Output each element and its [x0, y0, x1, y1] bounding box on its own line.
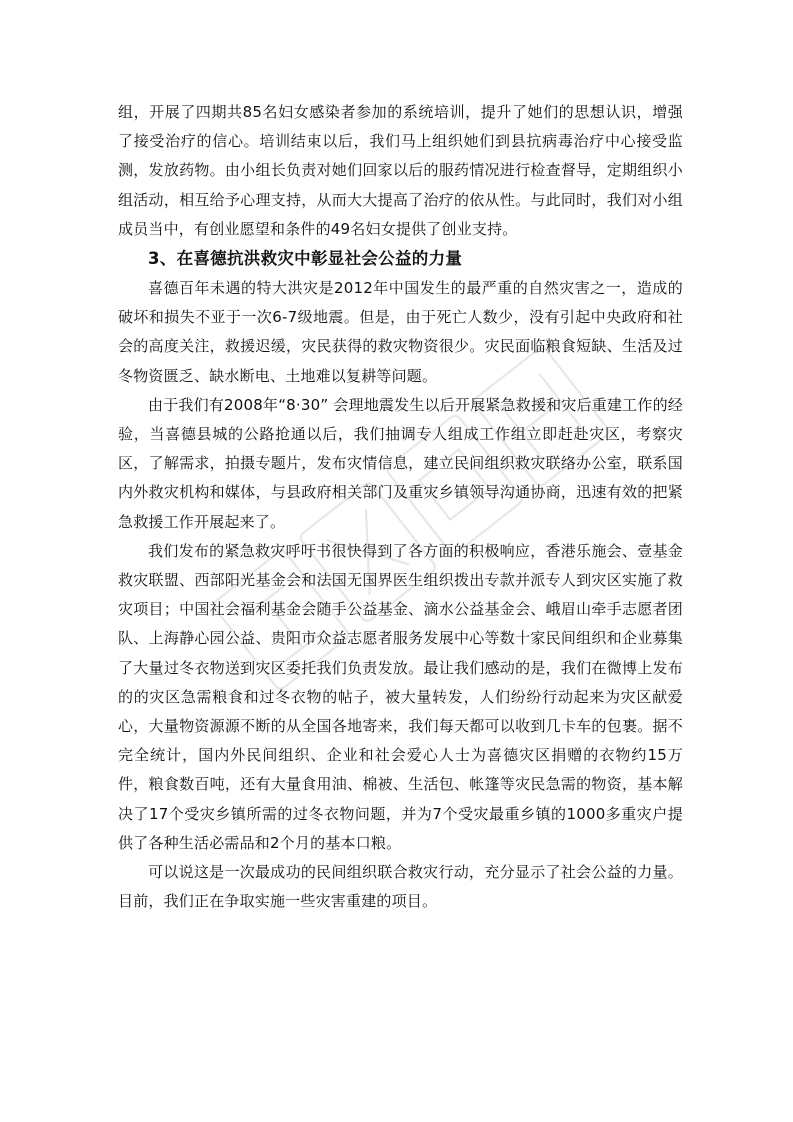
paragraph-experience: 由于我们有2008年“8·30” 会理地震发生以后开展紧急救援和灾后重建工作的经验，当喜德县城的公路抢通以后，我们抽调专人组成工作组立即赶赴灾区，考察灾区，了解需求，拍摄专题片，发布灾情信息，建立民间组织救灾联络办公室，联系国内外救灾机构和媒体，与县政府相关部门及重灾乡镇领导沟通协商，迅速有效的把紧急救援工作开展起来了。: [118, 395, 683, 531]
paragraph-flood-overview: 喜德百年未遇的特大洪灾是2012年中国发生的最严重的自然灾害之一，造成的破坏和损失不亚于一次6-7级地震。但是，由于死亡人数少，没有引起中央政府和社会的高度关注，救援迟缓，灾民获得的救灾物资很少。灾民面临粮食短缺、生活及过冬物资匮乏、缺水断电、土地难以复耕等问题。: [118, 279, 683, 385]
paragraph-continued: 组，开展了四期共85名妇女感染者参加的系统培训，提升了她们的思想认识，增强了接受治疗的信心。培训结束以后，我们马上组织她们到县抗病毒治疗中心接受监测，发放药物。由小组长负责对她们回家以后的服药情况进行检查督导，定期组织小组活动，相互给予心理支持，从而大大提高了治疗的依从性。与此同时，我们对小组成员当中，有创业愿望和条件的49名妇女提供了创业支持。: [118, 103, 683, 238]
section-heading: 3、在喜德抗洪救灾中彰显社会公益的力量: [148, 249, 463, 269]
paragraph-conclusion: 可以说这是一次最成功的民间组织联合救灾行动，充分显示了社会公益的力量。目前，我们正在争取实施一些灾害重建的项目。: [118, 863, 683, 911]
document-body: [118, 98, 683, 916]
paragraph-response: 我们发布的紧急救灾呼吁书很快得到了各方面的积极响应，香港乐施会、壹基金救灾联盟、西部阳光基金会和法国无国界医生组织拨出专款并派专人到灾区实施了救灾项目；中国社会福利基金会随手公益基金、滴水公益基金会、峨眉山牵手志愿者团队、上海静心园公益、贵阳市众益志愿者服务发展中心等数十家民间组织和企业募集了大量过冬衣物送到灾区委托我们负责发放。最让我们感动的是，我们在微博上发布的的灾区急需粮食和过冬衣物的帖子，被大量转发，人们纷纷行动起来为灾区献爱心，大量物资源源不断的从全国各地寄来，我们每天都可以收到几卡车的包裹。据不完全统计，国内外民间组织、企业和社会爱心人士为喜德灾区捐赠的衣物约15万件，粮食数百吨，还有大量食用油、棉被、生活包、帐篷等灾民急需的物资，基本解决了17个受灾乡镇所需的过冬衣物问题，并为7个受灾最重乡镇的1000多重灾户提供了各种生活必需品和2个月的基本口粮。: [118, 541, 683, 852]
